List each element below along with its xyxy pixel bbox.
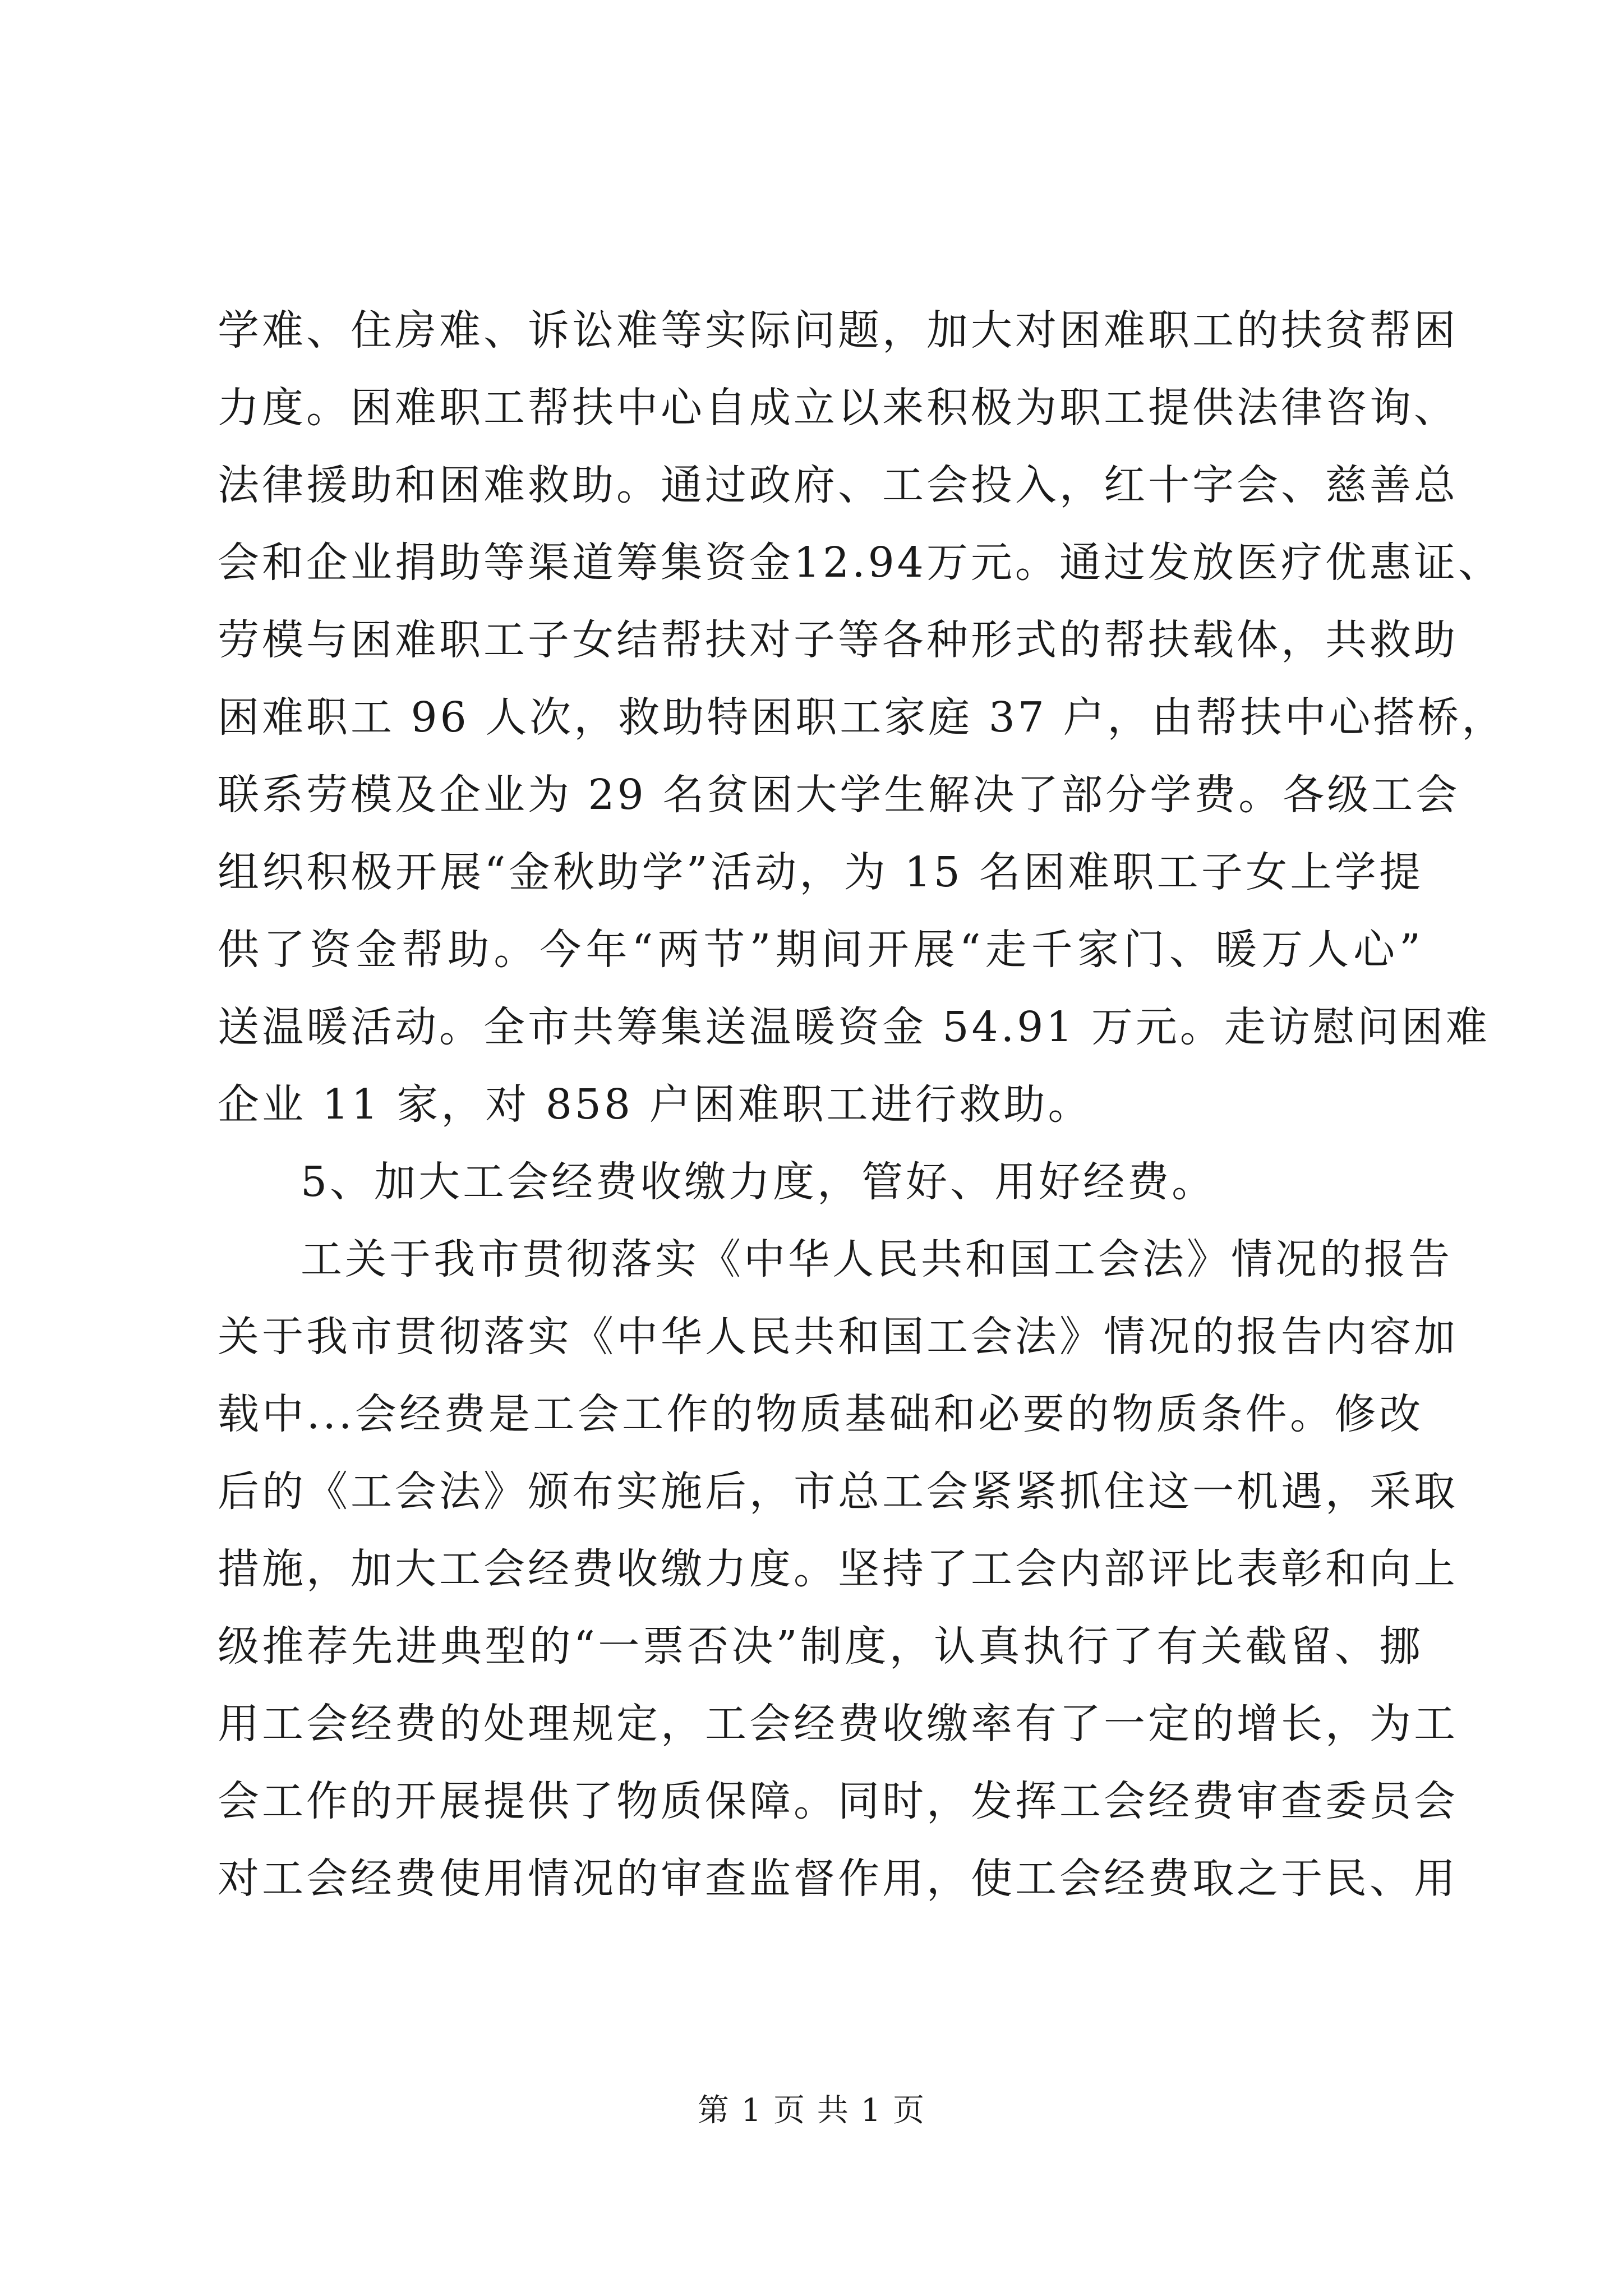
text-line: 关于我市贯彻落实《中华人民共和国工会法》情况的报告内容加 <box>218 1313 1458 1361</box>
text-line: 级推荐先进典型的“一票否决”制度，认真执行了有关截留、挪 <box>218 1622 1423 1671</box>
text-line: 工关于我市贯彻落实《中华人民共和国工会法》情况的报告 <box>301 1235 1453 1283</box>
document-body <box>218 292 1506 1917</box>
text-line: 学难、住房难、诉讼难等实际问题，加大对困难职工的扶贫帮困 <box>218 306 1458 355</box>
text-line: 会工作的开展提供了物质保障。同时，发挥工会经费审查委员会 <box>218 1777 1458 1825</box>
text-line: 措施，加大工会经费收缴力度。坚持了工会内部评比表彰和向上 <box>218 1545 1458 1593</box>
text-line: 企业 11 家，对 858 户困难职工进行救助。 <box>218 1080 1092 1129</box>
paragraph-1 <box>218 292 1506 1143</box>
text-line: 供了资金帮助。今年“两节”期间开展“走千家门、暖万人心” <box>218 926 1423 974</box>
text-line: 载中...会经费是工会工作的物质基础和必要的物质条件。修改 <box>218 1390 1423 1438</box>
text-line: 组织积极开展“金秋助学”活动，为 15 名困难职工子女上学提 <box>218 848 1423 896</box>
paragraph-2 <box>218 1221 1458 1917</box>
text-line: 联系劳模及企业为 29 名贫困大学生解决了部分学费。各级工会 <box>218 771 1460 819</box>
text-line: 劳模与困难职工子女结帮扶对子等各种形式的帮扶载体，共救助 <box>218 616 1458 664</box>
text-line: 用工会经费的处理规定，工会经费收缴率有了一定的增长，为工 <box>218 1700 1458 1748</box>
text-line: 对工会经费使用情况的审查监督作用，使工会经费取之于民、用 <box>218 1855 1458 1903</box>
text-line: 会和企业捐助等渠道筹集资金12.94万元。通过发放医疗优惠证、 <box>218 539 1502 587</box>
text-line: 法律援助和困难救助。通过政府、工会投入，红十字会、慈善总 <box>218 461 1458 509</box>
section-heading: 5、加大工会经费收缴力度，管好、用好经费。 <box>301 1158 1216 1206</box>
text-line: 困难职工 96 人次，救助特困职工家庭 37 户，由帮扶中心搭桥， <box>218 693 1506 742</box>
page-number: 第 1 页 共 1 页 <box>697 2092 926 2129</box>
text-line: 送温暖活动。全市共筹集送温暖资金 54.91 万元。走访慰问困难 <box>218 1003 1490 1051</box>
text-line: 力度。困难职工帮扶中心自成立以来积极为职工提供法律咨询、 <box>218 384 1458 432</box>
text-line: 后的《工会法》颁布实施后，市总工会紧紧抓住这一机遇，采取 <box>218 1467 1458 1516</box>
